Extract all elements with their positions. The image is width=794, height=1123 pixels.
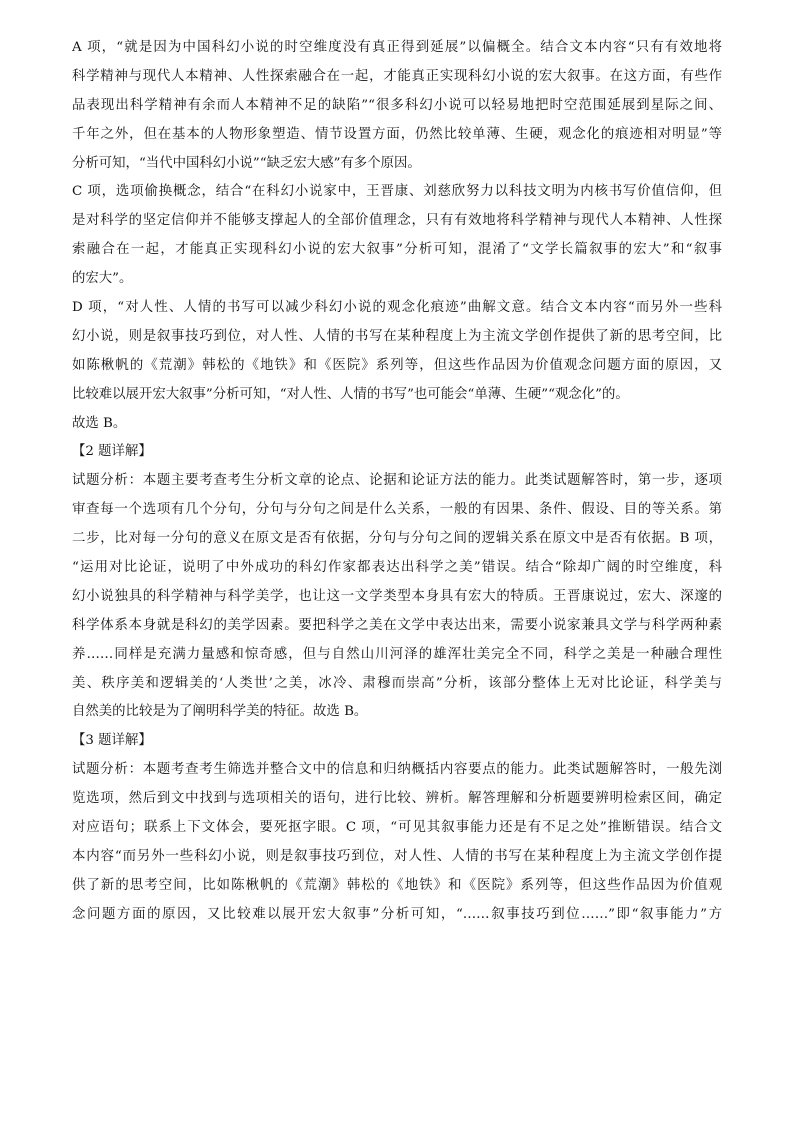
text-line: 供了新的思考空间，比如陈楸帆的《荒潮》韩松的《地铁》和《医院》系列等，但这些作品因为价值观: [72, 877, 722, 893]
text-line: 如陈楸帆的《荒潮》韩松的《地铁》和《医院》系列等，但这些作品因为价值观念问题方面的原因，又: [72, 357, 722, 373]
text-line: 览选项，然后到文中找到与选项相关的语句，进行比较、辨析。解答理解和分析题要辨明检索区间，确定: [72, 791, 722, 807]
document-body: [72, 34, 722, 930]
text-line: 科学精神与现代人本精神、人性探索融合在一起，才能真正实现科幻小说的宏大叙事。在这方面，有些作: [72, 68, 722, 84]
text-line: “运用对比论证，说明了中外成功的科幻作家都表达出科学之美”错误。结合“除却广阔的时空维度，科: [72, 560, 722, 576]
text-line: 试题分析：本题考查考生筛选并整合文中的信息和归纳概括内容要点的能力。此类试题解答时，一般先浏: [72, 762, 722, 778]
text-line: 自然美的比较是为了阐明科学美的特征。故选 B。: [72, 704, 368, 720]
text-line: 审查每一个选项有几个分句，分句与分句之间是什么关系，一般的有因果、条件、假设、目的等关系。第: [72, 502, 722, 518]
text-line: 千年之外，但在基本的人物形象塑造、情节设置方面，仍然比较单薄、生硬，观念化的痕迹相对明显”等: [72, 126, 722, 142]
text-line: 是对科学的坚定信仰并不能够支撑起人的全部价值理念，只有有效地将科学精神与现代人本精神、人性探: [72, 213, 722, 229]
section-heading: 【2 题详解】: [72, 444, 152, 460]
text-line: 本内容“而另外一些科幻小说，则是叙事技巧到位，对人性、人情的书写在某种程度上为主流文学创作提: [72, 848, 722, 864]
text-line: A 项，“就是因为中国科幻小说的时空维度没有真正得到延展”以偏概全。结合文本内容“只有有效地将: [72, 40, 722, 55]
text-line: 品表现出科学精神有余而人本精神不足的缺陷”“很多科幻小说可以轻易地把时空范围延展到星际之间、: [72, 97, 722, 113]
text-line: 的宏大”。: [72, 271, 133, 287]
text-line: 故选 B。: [72, 415, 127, 431]
text-line: 二步，比对每一分句的意义在原文是否有依据，分句与分句之间的逻辑关系在原文中是否有依据。B 项，: [72, 531, 722, 547]
section-heading: 【3 题详解】: [72, 733, 152, 749]
text-line: 试题分析：本题主要考查考生分析文章的论点、论据和论证方法的能力。此类试题解答时，第一步，逐项: [72, 473, 722, 489]
text-line: 美、秩序美和逻辑美的‘人类世’之美，冰冷、肃穆而崇高”分析，该部分整体上无对比论证，科学美与: [72, 675, 722, 691]
text-line: 比较难以展开宏大叙事”分析可知，“对人性、人情的书写”也可能会“单薄、生硬”“观念化”的。: [72, 386, 629, 402]
text-line: 养……同样是充满力量感和惊奇感，但与自然山川河泽的雄浑壮美完全不同，科学之美是一种融合理性: [72, 646, 722, 662]
text-line: 分析可知，“当代中国科幻小说”“缺乏宏大感”有多个原因。: [72, 155, 421, 171]
text-line: 幻小说，则是叙事技巧到位，对人性、人情的书写在某种程度上为主流文学创作提供了新的思考空间，比: [72, 328, 722, 344]
text-line: C 项，选项偷换概念，结合“在科幻小说家中，王晋康、刘慈欣努力以科技文明为内核书写价值信仰，但: [72, 184, 722, 200]
text-line: 对应语句；联系上下文体会，要死抠字眼。C 项，“可见其叙事能力还是有不足之处”推断错误。结合文: [72, 820, 722, 836]
text-line: D 项，“对人性、人情的书写可以减少科幻小说的观念化痕迹”曲解文意。结合文本内容“而另外一些科: [72, 300, 722, 316]
text-line: 念问题方面的原因，又比较难以展开宏大叙事”分析可知，“……叙事技巧到位……”即“叙事能力”方: [72, 906, 722, 922]
text-line: 幻小说独具的科学精神与科学美学，也让这一文学类型本身具有宏大的特质。王晋康说过，宏大、深邃的: [72, 588, 722, 604]
text-line: 科学体系本身就是科幻的美学因素。要把科学之美在文学中表达出来，需要小说家兼具文学与科学两种素: [72, 617, 722, 633]
text-line: 索融合在一起，才能真正实现科幻小说的宏大叙事”分析可知，混淆了“文学长篇叙事的宏大”和“叙事: [72, 242, 722, 258]
